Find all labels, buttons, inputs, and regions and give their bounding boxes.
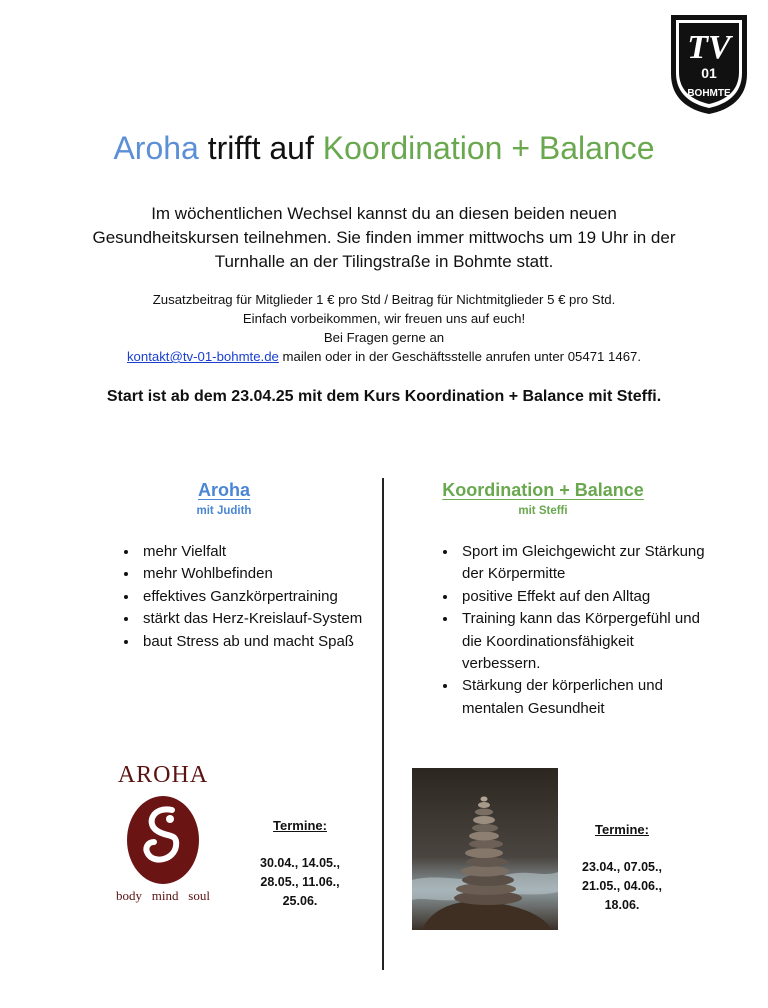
koord-title: Koordination + Balance: [442, 480, 644, 500]
koord-termine-label: Termine:: [595, 822, 649, 837]
aroha-logo: [96, 762, 230, 906]
bullet-item: • mehr Vielfalt: [139, 541, 369, 563]
aroha-subtitle: mit Judith: [196, 505, 252, 517]
bullet-item: • baut Stress ab und macht Spaß: [139, 631, 369, 653]
contact-rest: mailen oder in der Geschäftsstelle anrufen unter 05471 1467.: [278, 349, 642, 364]
aroha-termine-label: Termine:: [273, 818, 327, 833]
aroha-date-line: 30.04., 14.05.,: [260, 856, 340, 870]
column-divider: [382, 478, 384, 970]
headline-middle: trifft auf: [198, 130, 323, 166]
club-logo: [668, 12, 750, 116]
email-link[interactable]: kontakt@tv-01-bohmte.de: [126, 349, 279, 364]
club-logo-letters: TV: [687, 29, 731, 66]
aroha-bullets: [115, 541, 369, 653]
stone-stack-photo: [412, 768, 558, 930]
headline-koordination: Koordination + Balance: [322, 130, 655, 166]
questions-line: Bei Fragen gerne an: [323, 330, 445, 345]
koord-date-line: 18.06.: [604, 898, 640, 912]
fees-line: Zusatzbeitrag für Mitglieder 1 € pro Std / Beitrag für Nichtmitglieder 5 € pro Std.: [152, 292, 616, 307]
bullet-item: • positive Effekt auf den Alltag: [458, 586, 710, 608]
bullet-item: • Stärkung der körperlichen und mentalen Gesundheit: [458, 675, 710, 720]
aroha-dates: [236, 854, 364, 911]
koord-bullets: [434, 541, 710, 720]
koord-date-line: 21.05., 04.06.,: [582, 879, 662, 893]
koord-dates: [556, 858, 688, 915]
aroha-title: Aroha: [197, 480, 250, 500]
bullet-item: • mehr Wohlbefinden: [139, 563, 369, 585]
koord-date-line: 23.04., 07.05.,: [582, 860, 662, 874]
bullet-item: • Sport im Gleichgewicht zur Stärkung der Körpermitte: [458, 541, 710, 586]
aroha-logo-tagline: body mind soul: [116, 888, 210, 903]
fees-block: [40, 290, 728, 366]
headline-aroha: Aroha: [113, 130, 199, 166]
bullet-item: • effektives Ganzkörpertraining: [139, 586, 369, 608]
start-notice: Start ist ab dem 23.04.25 mit dem Kurs Koordination + Balance mit Steffi.: [106, 388, 662, 405]
bullet-item: • stärkt das Herz-Kreislauf-System: [139, 608, 369, 630]
welcome-line: Einfach vorbeikommen, wir freuen uns auf euch!: [242, 311, 526, 326]
aroha-date-line: 28.05., 11.06.,: [260, 875, 340, 889]
aroha-date-line: 25.06.: [282, 894, 318, 908]
koord-subtitle: mit Steffi: [518, 505, 568, 517]
intro-text: Im wöchentlichen Wechsel kannst du an diesen beiden neuen Gesundheitskursen teilnehmen. Sie finden immer mittwochs um 19 Uhr in der Turnhalle an der Tilingstraße in Bohmte statt.: [92, 204, 676, 271]
club-logo-town: BOHMTE: [687, 88, 731, 99]
club-logo-number: 01: [701, 65, 717, 81]
headline: [0, 128, 768, 168]
aroha-logo-word: AROHA: [117, 762, 209, 788]
contact-line: [40, 347, 728, 366]
bullet-item: • Training kann das Körpergefühl und die Koordinationsfähigkeit verbessern.: [458, 608, 710, 675]
